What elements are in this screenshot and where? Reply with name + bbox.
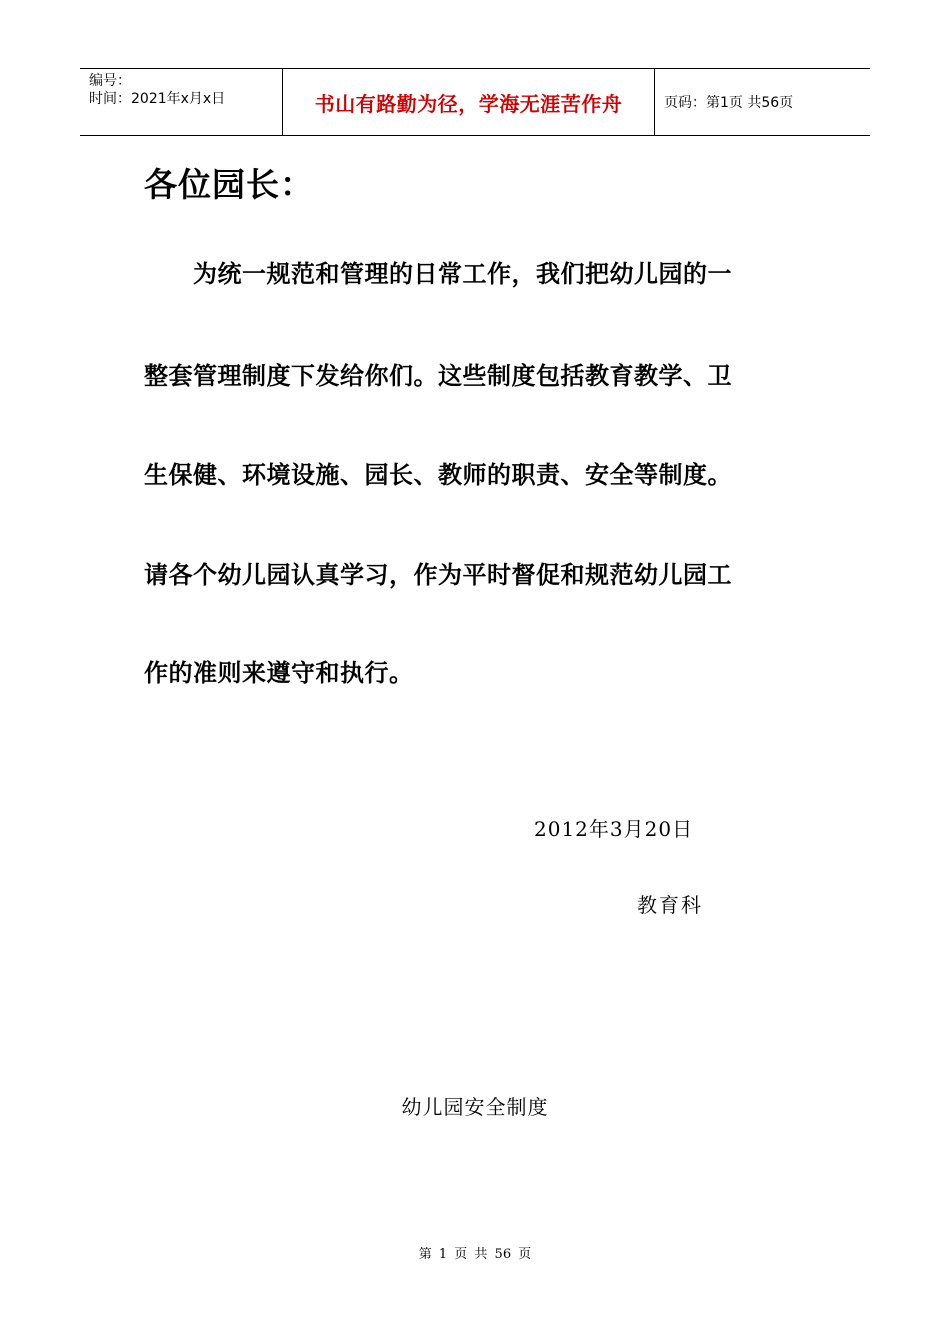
paragraph-line: 整套管理制度下发给你们。这些制度包括教育教学、卫 bbox=[144, 362, 732, 390]
document-header bbox=[80, 68, 870, 136]
paragraph-line: 生保健、环境设施、园长、教师的职责、安全等制度。 bbox=[144, 461, 732, 489]
header-meta-cell bbox=[80, 69, 282, 135]
paragraph-line: 作的准则来遵守和执行。 bbox=[144, 659, 414, 687]
signature-date: 2012年3月20日 bbox=[534, 817, 694, 841]
header-page-info: 页码：第1页 共56页 bbox=[664, 95, 794, 111]
header-motto: 书山有路勤为径，学海无涯苦作舟 bbox=[314, 91, 623, 116]
document-date-label: 时间：2021年x月x日 bbox=[89, 91, 226, 107]
section-title: 幼儿园安全制度 bbox=[401, 1095, 549, 1119]
serial-number-label: 编号： bbox=[89, 73, 131, 89]
salutation-heading: 各位园长： bbox=[144, 165, 314, 204]
header-page-cell bbox=[655, 69, 870, 135]
signature-department: 教育科 bbox=[637, 893, 703, 917]
paragraph-line: 请各个幼儿园认真学习，作为平时督促和规范幼儿园工 bbox=[144, 561, 732, 589]
page-footer: 第 1 页 共 56 页 bbox=[418, 1247, 532, 1262]
paragraph-line: 为统一规范和管理的日常工作，我们把幼儿园的一 bbox=[144, 260, 732, 288]
header-motto-cell bbox=[282, 69, 655, 135]
